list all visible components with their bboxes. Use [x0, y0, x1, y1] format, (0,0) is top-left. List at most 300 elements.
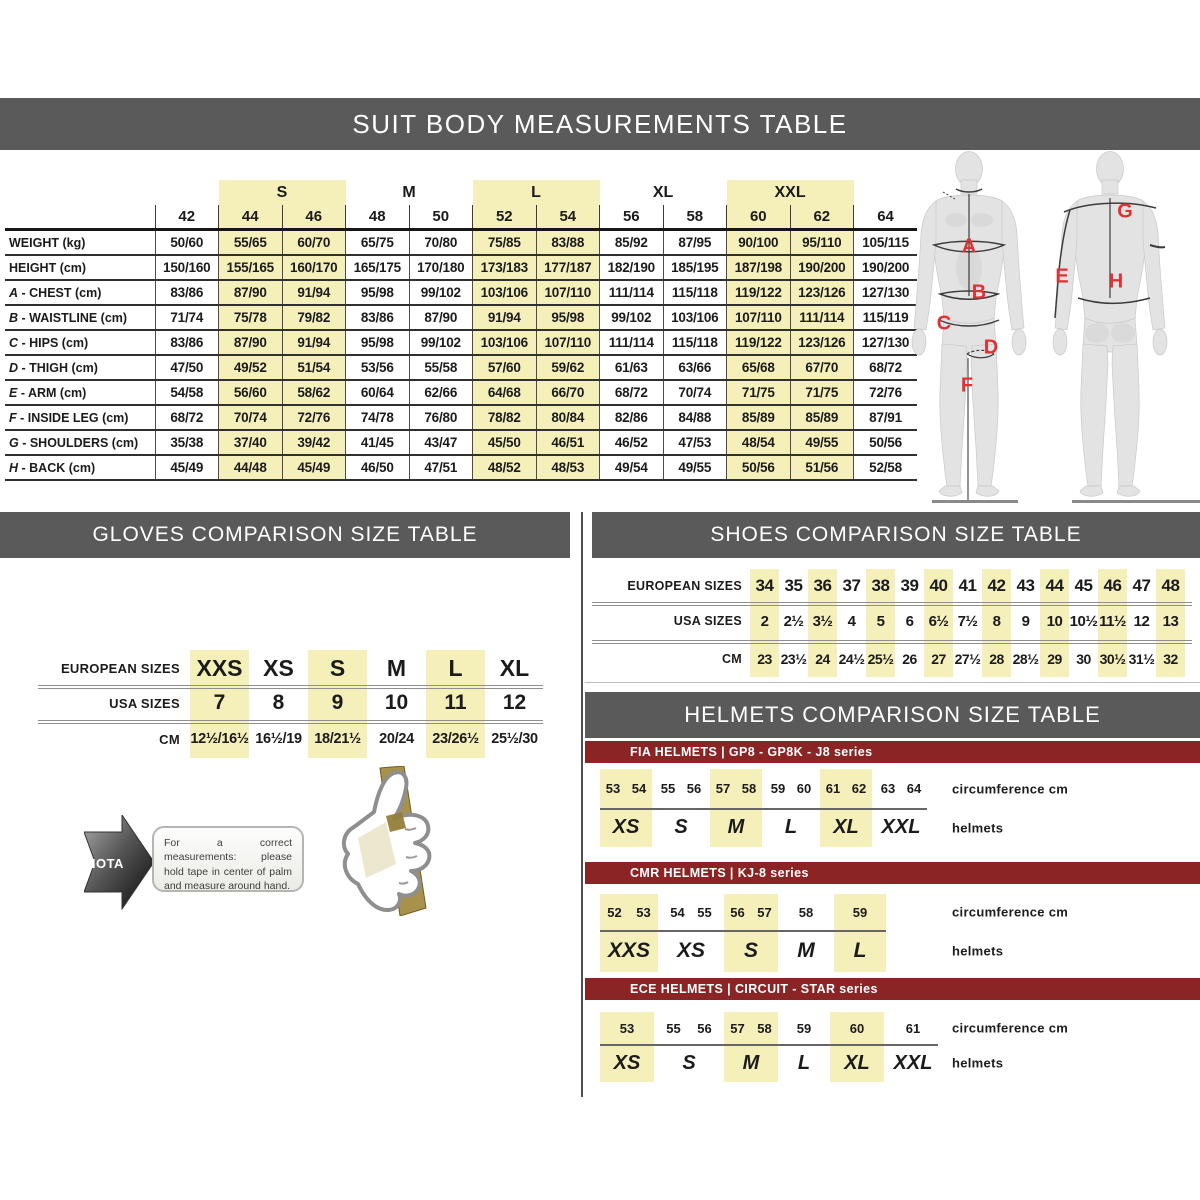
- suit-value-cell: 173/183: [473, 255, 537, 280]
- gloves-cell: S: [329, 654, 346, 681]
- suit-value-cell: 50/60: [155, 230, 219, 256]
- shoes-cell: 10½: [1069, 612, 1098, 630]
- helmet-underline: [600, 808, 927, 810]
- helmet-circumference-value: 54: [670, 904, 685, 920]
- shoes-divider-line: [592, 640, 1192, 644]
- suit-value-cell: 45/49: [282, 455, 346, 480]
- back-figure-illustration: [1050, 148, 1170, 502]
- shoes-cell: 3½: [812, 612, 833, 630]
- shoes-cell: 32: [1163, 650, 1178, 667]
- suit-value-cell: 54/58: [155, 380, 219, 405]
- suit-value-cell: 80/84: [536, 405, 600, 430]
- suit-value-cell: 65/75: [346, 230, 410, 256]
- suit-size-group-cell: M: [402, 183, 416, 201]
- shoes-divider-line: [592, 602, 1192, 606]
- helmet-circumference-values: [655, 769, 707, 808]
- suit-title-band: [0, 98, 1200, 150]
- suit-value-cell: 55/65: [219, 230, 283, 256]
- suit-value-cell: 50/56: [727, 455, 791, 480]
- helmet-group: [658, 1012, 720, 1082]
- shoes-cell: 6: [905, 612, 914, 630]
- suit-value-cell: 72/76: [282, 405, 346, 430]
- suit-value-cell: 67/70: [790, 355, 854, 380]
- gloves-cell: 25½/30: [491, 731, 538, 747]
- suit-value-cell: 45/49: [155, 455, 219, 480]
- shoes-row: [585, 569, 1200, 602]
- row-letter: B: [9, 310, 19, 325]
- suit-value-cell: 85/92: [600, 230, 664, 256]
- shoes-cell: 30: [1076, 650, 1091, 667]
- helmet-circumference-caption: circumference cm: [952, 904, 1069, 920]
- shoes-cell: 28½: [1012, 650, 1039, 667]
- suit-value-cell: 46/50: [346, 455, 410, 480]
- gloves-cell: 12: [502, 691, 527, 714]
- shoes-cell: 6½: [928, 612, 949, 630]
- helmet-section: [600, 894, 1200, 972]
- suit-value-cell: 52/58: [854, 455, 918, 480]
- suit-value-cell: 127/130: [854, 280, 918, 305]
- helmet-group: [834, 894, 886, 972]
- helmet-group: [724, 894, 778, 972]
- helmet-circumference-values: [834, 894, 886, 930]
- section-divider-line: [581, 512, 583, 1097]
- ece-helmets-band: [585, 978, 1200, 1000]
- helmet-groups: [600, 1012, 1200, 1082]
- suit-value-cell: 85/89: [790, 405, 854, 430]
- helmet-circumference-value: 58: [741, 781, 757, 796]
- helmet-group: [724, 1012, 778, 1082]
- helmet-size-label: XXS: [607, 939, 651, 962]
- suit-table-title: SUIT BODY MEASUREMENTS TABLE: [352, 108, 848, 139]
- suit-value-cell: 65/68: [727, 355, 791, 380]
- suit-value-cell: 83/88: [536, 230, 600, 256]
- suit-value-cell: 37/40: [219, 430, 283, 455]
- suit-value-cell: 49/54: [600, 455, 664, 480]
- suit-value-cell: 111/114: [790, 305, 854, 330]
- gloves-cell: 12½/16½: [190, 731, 249, 747]
- suit-value-cell: 51/54: [282, 355, 346, 380]
- suit-value-cell: 83/86: [346, 305, 410, 330]
- shoes-cell: 43: [1016, 575, 1035, 595]
- suit-value-cell: 111/114: [600, 330, 664, 355]
- suit-size-group-row: [5, 180, 917, 205]
- suit-value-cell: 46/51: [536, 430, 600, 455]
- suit-value-cell: 182/190: [600, 255, 664, 280]
- helmet-size-label: M: [727, 816, 745, 838]
- suit-size-group-cell: XL: [652, 183, 674, 201]
- suit-value-cell: 46/52: [600, 430, 664, 455]
- suit-row-label: G - SHOULDERS (cm): [5, 430, 155, 455]
- helmet-circumference-value: 64: [906, 781, 922, 796]
- gloves-cell: 18/21½: [314, 731, 361, 747]
- suit-value-cell: 87/95: [663, 230, 727, 256]
- suit-value-cell: 84/88: [663, 405, 727, 430]
- suit-value-cell: 62/66: [409, 380, 473, 405]
- helmet-size-label: L: [784, 816, 798, 838]
- helmet-circumference-value: 60: [796, 781, 812, 796]
- suit-value-cell: 75/78: [219, 305, 283, 330]
- suit-value-cell: 103/106: [473, 280, 537, 305]
- suit-size-cell: 60: [727, 205, 791, 230]
- suit-value-cell: 165/175: [346, 255, 410, 280]
- suit-value-cell: 87/90: [409, 305, 473, 330]
- helmet-size-label: S: [674, 816, 688, 838]
- figure-measure-letter: G: [1117, 200, 1133, 223]
- helmet-circumference-values: [658, 1012, 720, 1044]
- suit-size-cell: 62: [790, 205, 854, 230]
- suit-value-cell: 68/72: [155, 405, 219, 430]
- suit-value-cell: 45/50: [473, 430, 537, 455]
- gloves-cell: XXS: [196, 654, 243, 681]
- suit-value-cell: 187/198: [727, 255, 791, 280]
- suit-value-cell: 111/114: [600, 280, 664, 305]
- helmet-circumference-value: 52: [607, 904, 622, 920]
- helmet-circumference-values: [664, 894, 718, 930]
- suit-value-cell: 71/75: [727, 380, 791, 405]
- suit-value-cell: 107/110: [536, 280, 600, 305]
- shoes-cell: 23½: [780, 650, 807, 667]
- suit-size-cell: 46: [282, 205, 346, 230]
- shoes-cell: 27½: [954, 650, 981, 667]
- suit-size-cell: 54: [536, 205, 600, 230]
- suit-value-cell: 68/72: [600, 380, 664, 405]
- helmet-helmets-caption: helmets: [952, 820, 1004, 835]
- helmet-circumference-value: 59: [852, 904, 868, 920]
- suit-value-cell: 115/118: [663, 280, 727, 305]
- fia-helmets-band-label: FIA HELMETS | GP8 - GP8K - J8 series: [630, 745, 873, 759]
- suit-row-label: F - INSIDE LEG (cm): [5, 405, 155, 430]
- suit-table-row: [5, 380, 917, 405]
- shoes-cell: 37: [842, 575, 861, 595]
- suit-value-cell: 127/130: [854, 330, 918, 355]
- suit-value-cell: 185/195: [663, 255, 727, 280]
- suit-value-cell: 50/56: [854, 430, 918, 455]
- suit-row-label: WEIGHT (kg): [5, 230, 155, 256]
- gloves-cell: 9: [331, 691, 344, 714]
- helmet-size-label: XS: [612, 816, 640, 838]
- gloves-row: [30, 650, 550, 686]
- suit-value-cell: 74/78: [346, 405, 410, 430]
- helmet-section: [600, 769, 1200, 847]
- gloves-cell: 11: [444, 691, 467, 714]
- helmet-group: [784, 894, 828, 972]
- suit-value-cell: 83/86: [155, 330, 219, 355]
- shoes-cell: 23: [757, 650, 772, 667]
- shoes-cell: 12: [1133, 612, 1150, 630]
- gloves-divider-line: [38, 720, 543, 724]
- suit-row-label: H - BACK (cm): [5, 455, 155, 480]
- shoes-cell: 11½: [1099, 612, 1126, 630]
- helmet-circumference-value: 57: [757, 904, 772, 920]
- helmet-size-label: L: [853, 939, 867, 962]
- suit-value-cell: 47/50: [155, 355, 219, 380]
- suit-value-cell: 95/98: [346, 330, 410, 355]
- helmet-size-label: XXL: [893, 1051, 933, 1074]
- nota-text-box: For a correct measurements: please hold tape in center of palm and measure around hand.: [152, 826, 304, 892]
- shoes-cell: 36: [813, 575, 832, 595]
- gloves-cell: 10: [384, 691, 409, 714]
- helmet-circumference-caption: circumference cm: [952, 1020, 1069, 1036]
- row-letter: F: [9, 410, 17, 425]
- shoes-cell: 5: [876, 612, 885, 630]
- ece-helmets-band-label: ECE HELMETS | CIRCUIT - STAR series: [630, 982, 878, 996]
- helmet-size-label: XS: [676, 939, 705, 962]
- suit-value-cell: 72/76: [854, 380, 918, 405]
- shoes-cell: 46: [1103, 575, 1122, 595]
- suit-value-cell: 63/66: [663, 355, 727, 380]
- suit-value-cell: 177/187: [536, 255, 600, 280]
- shoes-cell: 8: [992, 612, 1001, 630]
- suit-table-row: [5, 255, 917, 280]
- front-figure-illustration: [909, 148, 1029, 502]
- gloves-cell: L: [448, 654, 463, 681]
- helmet-size-label: XL: [833, 816, 859, 838]
- shoes-cell: 48: [1161, 575, 1180, 595]
- helmet-circumference-values: [782, 1012, 826, 1044]
- suit-value-cell: 66/70: [536, 380, 600, 405]
- suit-value-cell: 47/53: [663, 430, 727, 455]
- helmet-circumference-value: 53: [636, 904, 651, 920]
- suit-value-cell: 115/119: [854, 305, 918, 330]
- shoes-row: [585, 602, 1200, 640]
- gloves-cell: 8: [272, 691, 285, 714]
- figure-measure-letter: H: [1108, 270, 1124, 293]
- shoes-cell: 30½: [1099, 650, 1126, 667]
- helmet-circumference-value: 61: [825, 781, 841, 796]
- shoes-cell: 41: [958, 575, 977, 595]
- suit-size-cell: 48: [346, 205, 410, 230]
- row-letter: H: [9, 460, 19, 475]
- suit-value-cell: 90/100: [727, 230, 791, 256]
- shoes-cell: 47: [1132, 575, 1151, 595]
- helmet-helmets-caption: helmets: [952, 943, 1004, 959]
- figure-measure-letter: D: [983, 336, 999, 359]
- shoes-table-title: SHOES COMPARISON SIZE TABLE: [710, 523, 1082, 546]
- suit-value-cell: 48/53: [536, 455, 600, 480]
- suit-value-cell: 119/122: [727, 280, 791, 305]
- suit-value-cell: 41/45: [346, 430, 410, 455]
- suit-value-cell: 99/102: [409, 330, 473, 355]
- helmet-size-label: XXL: [881, 816, 921, 838]
- suit-value-cell: 87/90: [219, 280, 283, 305]
- suit-value-cell: 58/62: [282, 380, 346, 405]
- nota-arrow: [84, 815, 154, 910]
- suit-value-cell: 123/126: [790, 330, 854, 355]
- suit-table-row: [5, 280, 917, 305]
- helmet-circumference-value: 59: [796, 1020, 812, 1036]
- suit-value-cell: 99/102: [600, 305, 664, 330]
- helmet-circumference-values: [710, 769, 762, 808]
- shoes-cell: 42: [987, 575, 1006, 595]
- helmet-circumference-value: 63: [880, 781, 896, 796]
- gloves-cell: 23/26½: [432, 731, 479, 747]
- gloves-row: [30, 686, 550, 720]
- suit-value-cell: 105/115: [854, 230, 918, 256]
- suit-value-cell: 48/54: [727, 430, 791, 455]
- suit-value-cell: 49/55: [790, 430, 854, 455]
- shoes-row: [585, 640, 1200, 677]
- shoes-cell: 35: [784, 575, 803, 595]
- shoes-title-band: [592, 512, 1200, 558]
- suit-value-cell: 150/160: [155, 255, 219, 280]
- helmet-circumference-value: 53: [605, 781, 621, 796]
- suit-value-cell: 70/74: [663, 380, 727, 405]
- helmet-circumference-value: 59: [770, 781, 786, 796]
- gloves-table-title: GLOVES COMPARISON SIZE TABLE: [92, 523, 478, 546]
- helmet-group: [888, 1012, 938, 1082]
- suit-size-group-cell: XXL: [727, 180, 854, 205]
- suit-size-cell: 42: [155, 205, 219, 230]
- suit-row-label: D - THIGH (cm): [5, 355, 155, 380]
- suit-row-label: A - CHEST (cm): [5, 280, 155, 305]
- suit-size-cell: 58: [663, 205, 727, 230]
- suit-value-cell: 103/106: [473, 330, 537, 355]
- suit-table-row: [5, 330, 917, 355]
- suit-table-row: [5, 430, 917, 455]
- helmet-group: [600, 894, 658, 972]
- helmet-circumference-values: [830, 1012, 884, 1044]
- suit-value-cell: 95/98: [346, 280, 410, 305]
- suit-value-cell: 47/51: [409, 455, 473, 480]
- gloves-title-band: [0, 512, 570, 558]
- fia-helmets-band: [585, 741, 1200, 763]
- figure-ground-line: [1072, 500, 1200, 503]
- shoes-cell: 27: [931, 650, 946, 667]
- suit-value-cell: 119/122: [727, 330, 791, 355]
- figure-measure-letter: E: [1055, 265, 1069, 288]
- suit-size-cell: 64: [854, 205, 918, 230]
- helmet-circumference-values: [875, 769, 927, 808]
- suit-value-cell: 48/52: [473, 455, 537, 480]
- helmet-circumference-value: 55: [697, 904, 712, 920]
- suit-size-group-cell: S: [219, 180, 346, 205]
- suit-value-cell: 53/56: [346, 355, 410, 380]
- helmet-circumference-value: 61: [905, 1020, 921, 1036]
- helmet-circumference-values: [600, 894, 658, 930]
- suit-table-row: [5, 355, 917, 380]
- suit-value-cell: 68/72: [854, 355, 918, 380]
- row-letter: G: [9, 435, 19, 450]
- figure-ground-line: [932, 500, 1018, 503]
- figure-measure-letter: F: [960, 374, 974, 397]
- hand-measure-illustration: [328, 766, 456, 916]
- suit-table-row: [5, 405, 917, 430]
- shoes-cell: 45: [1074, 575, 1093, 595]
- suit-value-cell: 190/200: [854, 255, 918, 280]
- suit-table-row: [5, 455, 917, 480]
- suit-value-cell: 60/70: [282, 230, 346, 256]
- helmet-size-label: M: [742, 1051, 760, 1074]
- shoes-row-label: USA SIZES: [673, 614, 742, 628]
- suit-value-cell: 85/89: [727, 405, 791, 430]
- helmet-size-label: XL: [844, 1051, 870, 1074]
- shoes-cell: 25½: [867, 650, 894, 667]
- suit-value-cell: 170/180: [409, 255, 473, 280]
- suit-value-cell: 44/48: [219, 455, 283, 480]
- suit-value-cell: 55/58: [409, 355, 473, 380]
- suit-value-cell: 91/94: [282, 280, 346, 305]
- helmet-circumference-values: [724, 894, 778, 930]
- suit-value-cell: 95/98: [536, 305, 600, 330]
- helmet-circumference-values: [820, 769, 872, 808]
- suit-row-label: E - ARM (cm): [5, 380, 155, 405]
- helmet-group: [830, 1012, 884, 1082]
- cmr-helmets-band-label: CMR HELMETS | KJ-8 series: [630, 866, 809, 880]
- shoes-cell: 40: [929, 575, 948, 595]
- suit-value-cell: 91/94: [473, 305, 537, 330]
- gloves-cell: M: [386, 654, 407, 681]
- figure-measure-letter: C: [936, 312, 952, 335]
- gloves-row-label: USA SIZES: [109, 695, 180, 711]
- suit-size-group-cell: L: [473, 180, 600, 205]
- suit-table: [5, 180, 917, 481]
- gloves-cell: 20/24: [379, 731, 414, 747]
- suit-value-cell: 155/165: [219, 255, 283, 280]
- helmet-size-label: S: [682, 1051, 696, 1074]
- suit-value-cell: 75/85: [473, 230, 537, 256]
- row-letter: D: [9, 360, 19, 375]
- helmet-circumference-value: 56: [686, 781, 702, 796]
- figure-measure-letter: A: [961, 235, 977, 258]
- suit-value-cell: 107/110: [536, 330, 600, 355]
- helmet-size-label: XS: [613, 1051, 641, 1074]
- helmet-circumference-value: 54: [631, 781, 647, 796]
- shoes-cell: 26: [902, 650, 917, 667]
- helmets-top-line: [585, 682, 1200, 683]
- suit-value-cell: 190/200: [790, 255, 854, 280]
- suit-value-cell: 59/62: [536, 355, 600, 380]
- helmet-circumference-values: [765, 769, 817, 808]
- suit-value-cell: 71/74: [155, 305, 219, 330]
- suit-value-cell: 99/102: [409, 280, 473, 305]
- suit-value-cell: 61/63: [600, 355, 664, 380]
- suit-value-cell: 107/110: [727, 305, 791, 330]
- suit-value-cell: 87/91: [854, 405, 918, 430]
- helmet-circumference-values: [600, 1012, 654, 1044]
- suit-size-cell: 44: [219, 205, 283, 230]
- helmet-size-label: S: [743, 939, 758, 962]
- row-letter: A: [9, 285, 19, 300]
- suit-value-cell: 115/118: [663, 330, 727, 355]
- suit-value-cell: 79/82: [282, 305, 346, 330]
- helmet-circumference-value: 55: [666, 1020, 681, 1036]
- helmet-circumference-value: 58: [757, 1020, 772, 1036]
- suit-value-cell: 70/74: [219, 405, 283, 430]
- suit-row-label: C - HIPS (cm): [5, 330, 155, 355]
- helmet-groups: [600, 894, 1200, 972]
- suit-value-cell: 83/86: [155, 280, 219, 305]
- shoes-cell: 34: [755, 575, 774, 595]
- suit-value-cell: 49/52: [219, 355, 283, 380]
- suit-value-cell: 91/94: [282, 330, 346, 355]
- gloves-cell: 7: [213, 691, 226, 714]
- suit-value-cell: 51/56: [790, 455, 854, 480]
- suit-table-row: [5, 305, 917, 330]
- shoes-cell: 2½: [783, 612, 804, 630]
- helmet-circumference-value: 62: [851, 781, 867, 796]
- suit-size-cell: 52: [473, 205, 537, 230]
- helmet-circumference-values: [784, 894, 828, 930]
- suit-value-cell: 39/42: [282, 430, 346, 455]
- helmet-circumference-values: [888, 1012, 938, 1044]
- shoes-cell: 24: [815, 650, 830, 667]
- shoes-cell: 39: [900, 575, 919, 595]
- helmet-section: [600, 1012, 1200, 1082]
- helmet-circumference-value: 53: [619, 1020, 635, 1036]
- row-letter: E: [9, 385, 18, 400]
- helmet-size-label: M: [797, 939, 815, 962]
- suit-value-cell: 64/68: [473, 380, 537, 405]
